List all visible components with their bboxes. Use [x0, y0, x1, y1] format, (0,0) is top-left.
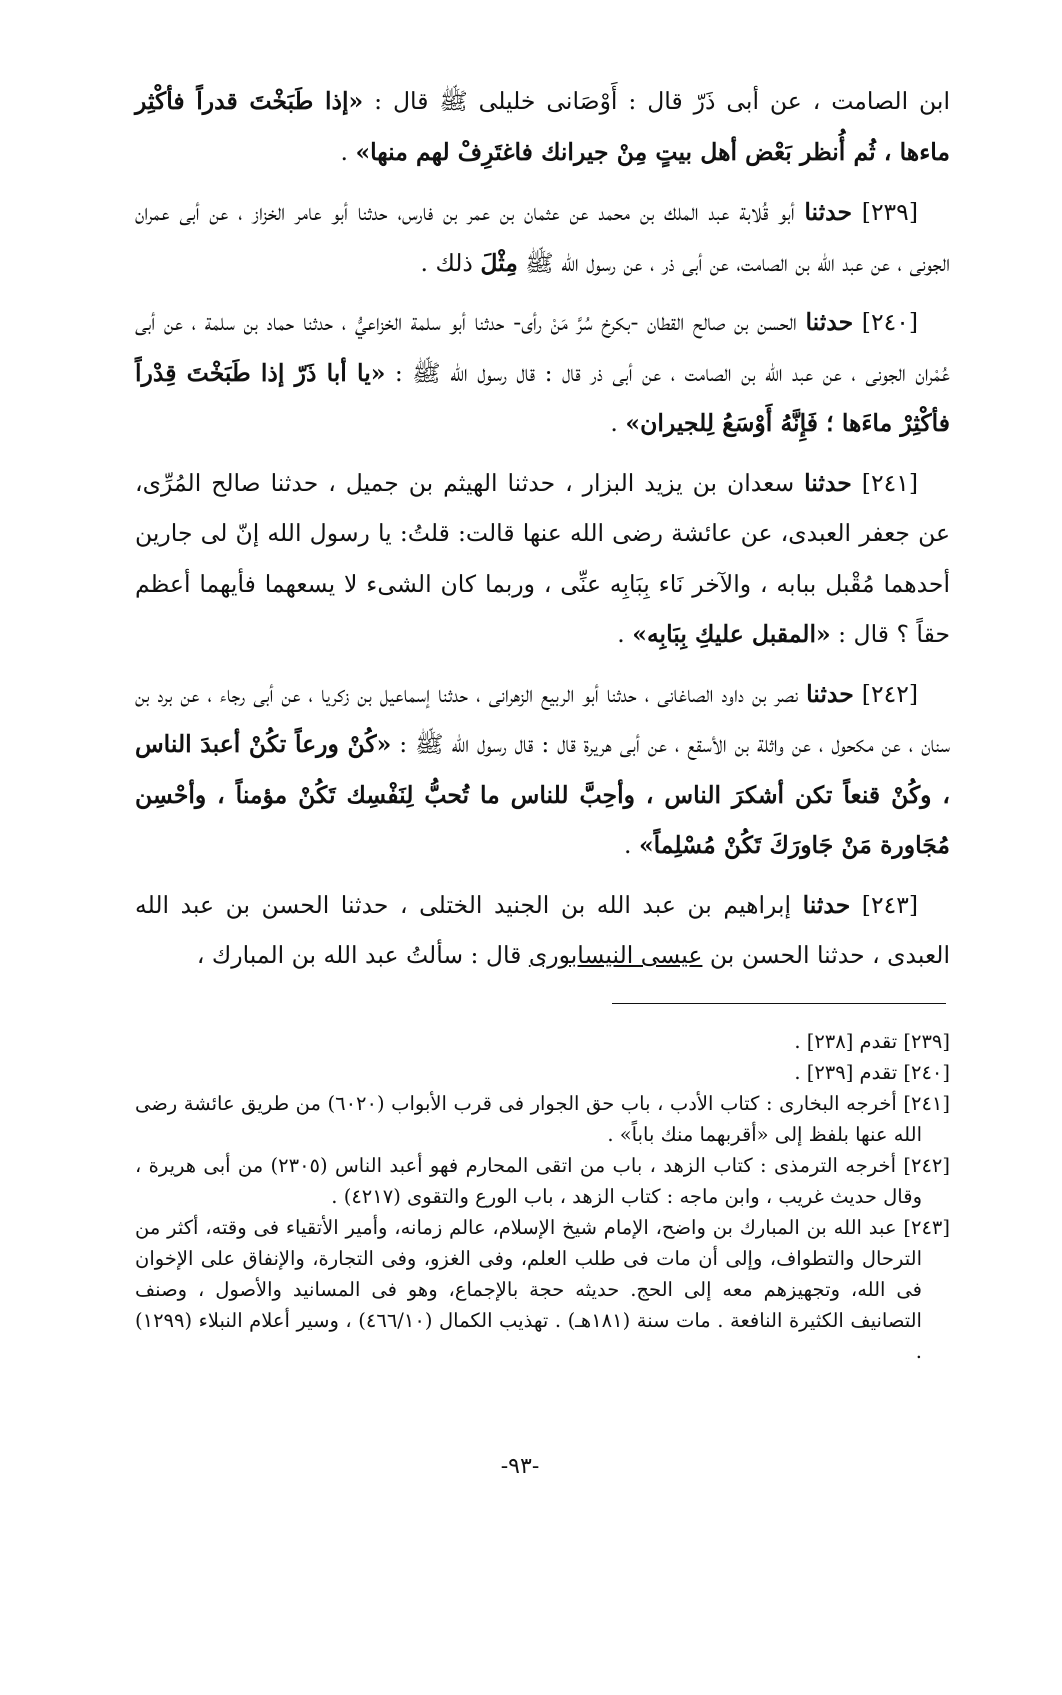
- footnote-number: [٢٤٢]: [903, 1154, 951, 1177]
- paragraph-241: [135, 458, 950, 660]
- footnotes: [135, 1026, 950, 1367]
- paragraph-242: [135, 669, 950, 871]
- footnote-text: تقدم [٢٣٨] .: [794, 1030, 904, 1053]
- underlined-name: عيسى النيسابورى: [528, 941, 703, 969]
- hadith-number: [٢٤٠]: [861, 308, 918, 336]
- footnote-243: [135, 1212, 950, 1367]
- paragraph-end: قال : سألتُ عبد الله بن المبارك ،: [196, 941, 529, 969]
- footnote-text: أخرجه البخارى : كتاب الأدب ، باب حق الجوار فى قرب الأبواب (٦٠٢٠) من طريق عائشة رضى الله عنها بلفظ إلى «أقربهما منك باباً» .: [135, 1092, 922, 1146]
- paragraph-end: .: [340, 137, 356, 166]
- hadith-quote: «يا أبا ذَرّ إذا طَبَخْتَ قِدْراً فأكْثِرْ ماءَها ؛ فَإِنَّهُ أَوْسَعُ لِلجيران»: [135, 358, 950, 437]
- hadith-quote: «المقبل عليكِ بِبَابِه»: [632, 620, 831, 648]
- hadith-number: [٢٤١]: [861, 468, 918, 497]
- paragraph-240: [135, 297, 950, 449]
- hadith-quote: «كُنْ ورعاً تكُنْ أعبدَ الناس ، وكُنْ قنعاً تكن أشكرَ الناس ، وأحِبَّ للناس ما تُحبُّ لِنَفْسِك تَكُنْ مؤمناً ، وأحْسِن مُجَاورة مَنْ جَاورَكَ تَكُنْ مُسْلِماً»: [135, 730, 950, 859]
- footnote-text: أخرجه الترمذى : كتاب الزهد ، باب من اتقى المحارم فهو أعبد الناس (٢٣٠٥) من أبى هريرة ، وقال حديث غريب ، وابن ماجه : كتاب الزهد ، باب الورع والتقوى (٤٢١٧) .: [135, 1154, 922, 1208]
- paragraph-end: ذلك .: [420, 248, 481, 277]
- footnote-240: [135, 1057, 950, 1088]
- paragraph-continuation: [135, 76, 950, 177]
- footnote-separator: [612, 1003, 946, 1004]
- chain-lead: حدثنا: [804, 198, 853, 226]
- paragraph-text: سعدان بن يزيد البزار ، حدثنا الهيثم بن جميل ، حدثنا صالح المُرِّى، عن جعفر العبدى، عن عائشة رضى الله عنها قالت: قلتُ: يا رسول الله إنّ لى جارين أحدهما مُقْبل ببابه ، والآخر نَاء بِبَابِه عنِّى ، وربما كان الشىء لا يسعهما فأيهما أعظم حقاً ؟ قال :: [135, 468, 950, 648]
- page-number: -٩٣-: [500, 1454, 540, 1479]
- footnote-text: عبد الله بن المبارك بن واضح، الإمام شيخ الإسلام، عالم زمانه، وأمير الأتقياء فى وقته، أكثر من الترحال والتطواف، وإلى أن مات فى طلب العلم، وفى الغزو، وفى التجارة، والإنفاق على الإخوان فى الله، وتجهيزهم معه إلى الحج. حديثه حجة بالإجماع، وهو فى المسانيد والأصول ، وصنف التصانيف الكثيرة النافعة . مات سنة (١٨١هـ) . تهذيب الكمال (٤٦٦/١٠) ، وسير أعلام النبلاء (١٢٩٩) .: [135, 1216, 922, 1363]
- paragraph-text: إبراهيم بن عبد الله بن الجنيد الختلى ، حدثنا الحسن بن عبد الله العبدى ، حدثنا الحسن بن: [135, 890, 950, 969]
- main-text: [135, 76, 950, 990]
- paragraph-text: أبو قُلابة عبد الملك بن محمد عن عثمان بن عمر بن فارس، حدثنا أبو عامر الخزاز ، عن أبى عمران الجونى ، عن عبد الله بن الصامت، عن أبى ذر ، عن رسول الله ﷺ: [135, 198, 950, 277]
- footnote-number: [٢٤٣]: [903, 1216, 950, 1239]
- hadith-quote: «إذا طَبَخْتَ قدراً فأكْثِر ماءها ، ثُم أُنظر بَعْض أهل بيتٍ مِنْ جيرانك فاغتَرِفْ لهم منها»: [135, 87, 950, 166]
- paragraph-end: .: [623, 831, 639, 859]
- footnote-number: [٢٤٠]: [903, 1061, 950, 1084]
- footnote-242: [135, 1150, 950, 1212]
- paragraph-text: نصر بن داود الصاغانى ، حدثنا أبو الربيع الزهرانى ، حدثنا إسماعيل بن زكريا ، عن أبى رجاء ، عن برد بن سنان ، عن مكحول ، عن واثلة بن الأسقع ، عن أبى هريرة قال : قال رسول الله ﷺ :: [135, 679, 950, 758]
- chain-lead: حدثنا: [802, 890, 851, 919]
- paragraph-243: [135, 880, 950, 981]
- footnote-text: تقدم [٢٣٩] .: [794, 1061, 904, 1084]
- footnote-239: [135, 1026, 950, 1057]
- paragraph-text: ابن الصامت ، عن أبى ذَرّ قال : أَوْصَانى خليلى ﷺ قال :: [363, 87, 950, 115]
- footnote-number: [٢٣٩]: [903, 1030, 950, 1053]
- footnote-number: [٢٤١]: [903, 1092, 951, 1115]
- hadith-quote: مِثْلَ: [480, 248, 518, 277]
- chain-lead: حدثنا: [806, 679, 854, 708]
- hadith-number: [٢٤٣]: [861, 890, 918, 919]
- chain-lead: حدثنا: [805, 308, 854, 336]
- chain-lead: حدثنا: [804, 468, 852, 497]
- paragraph-text: الحسن بن صالح القطان -بكرخ سُرَّ مَنْ رأى- حدثنا أبو سلمة الخزاعيُّ ، حدثنا حماد بن سلمة ، عن أبى عُمْران الجونى ، عن عبد الله بن الصامت ، عن أبى ذر قال : قال رسول الله ﷺ :: [135, 308, 950, 387]
- paragraph-end: .: [617, 620, 633, 648]
- hadith-number: [٢٣٩]: [861, 198, 918, 226]
- paragraph-239: [135, 187, 950, 288]
- paragraph-end: .: [610, 409, 626, 437]
- hadith-number: [٢٤٢]: [861, 679, 918, 708]
- footnote-241: [135, 1088, 950, 1150]
